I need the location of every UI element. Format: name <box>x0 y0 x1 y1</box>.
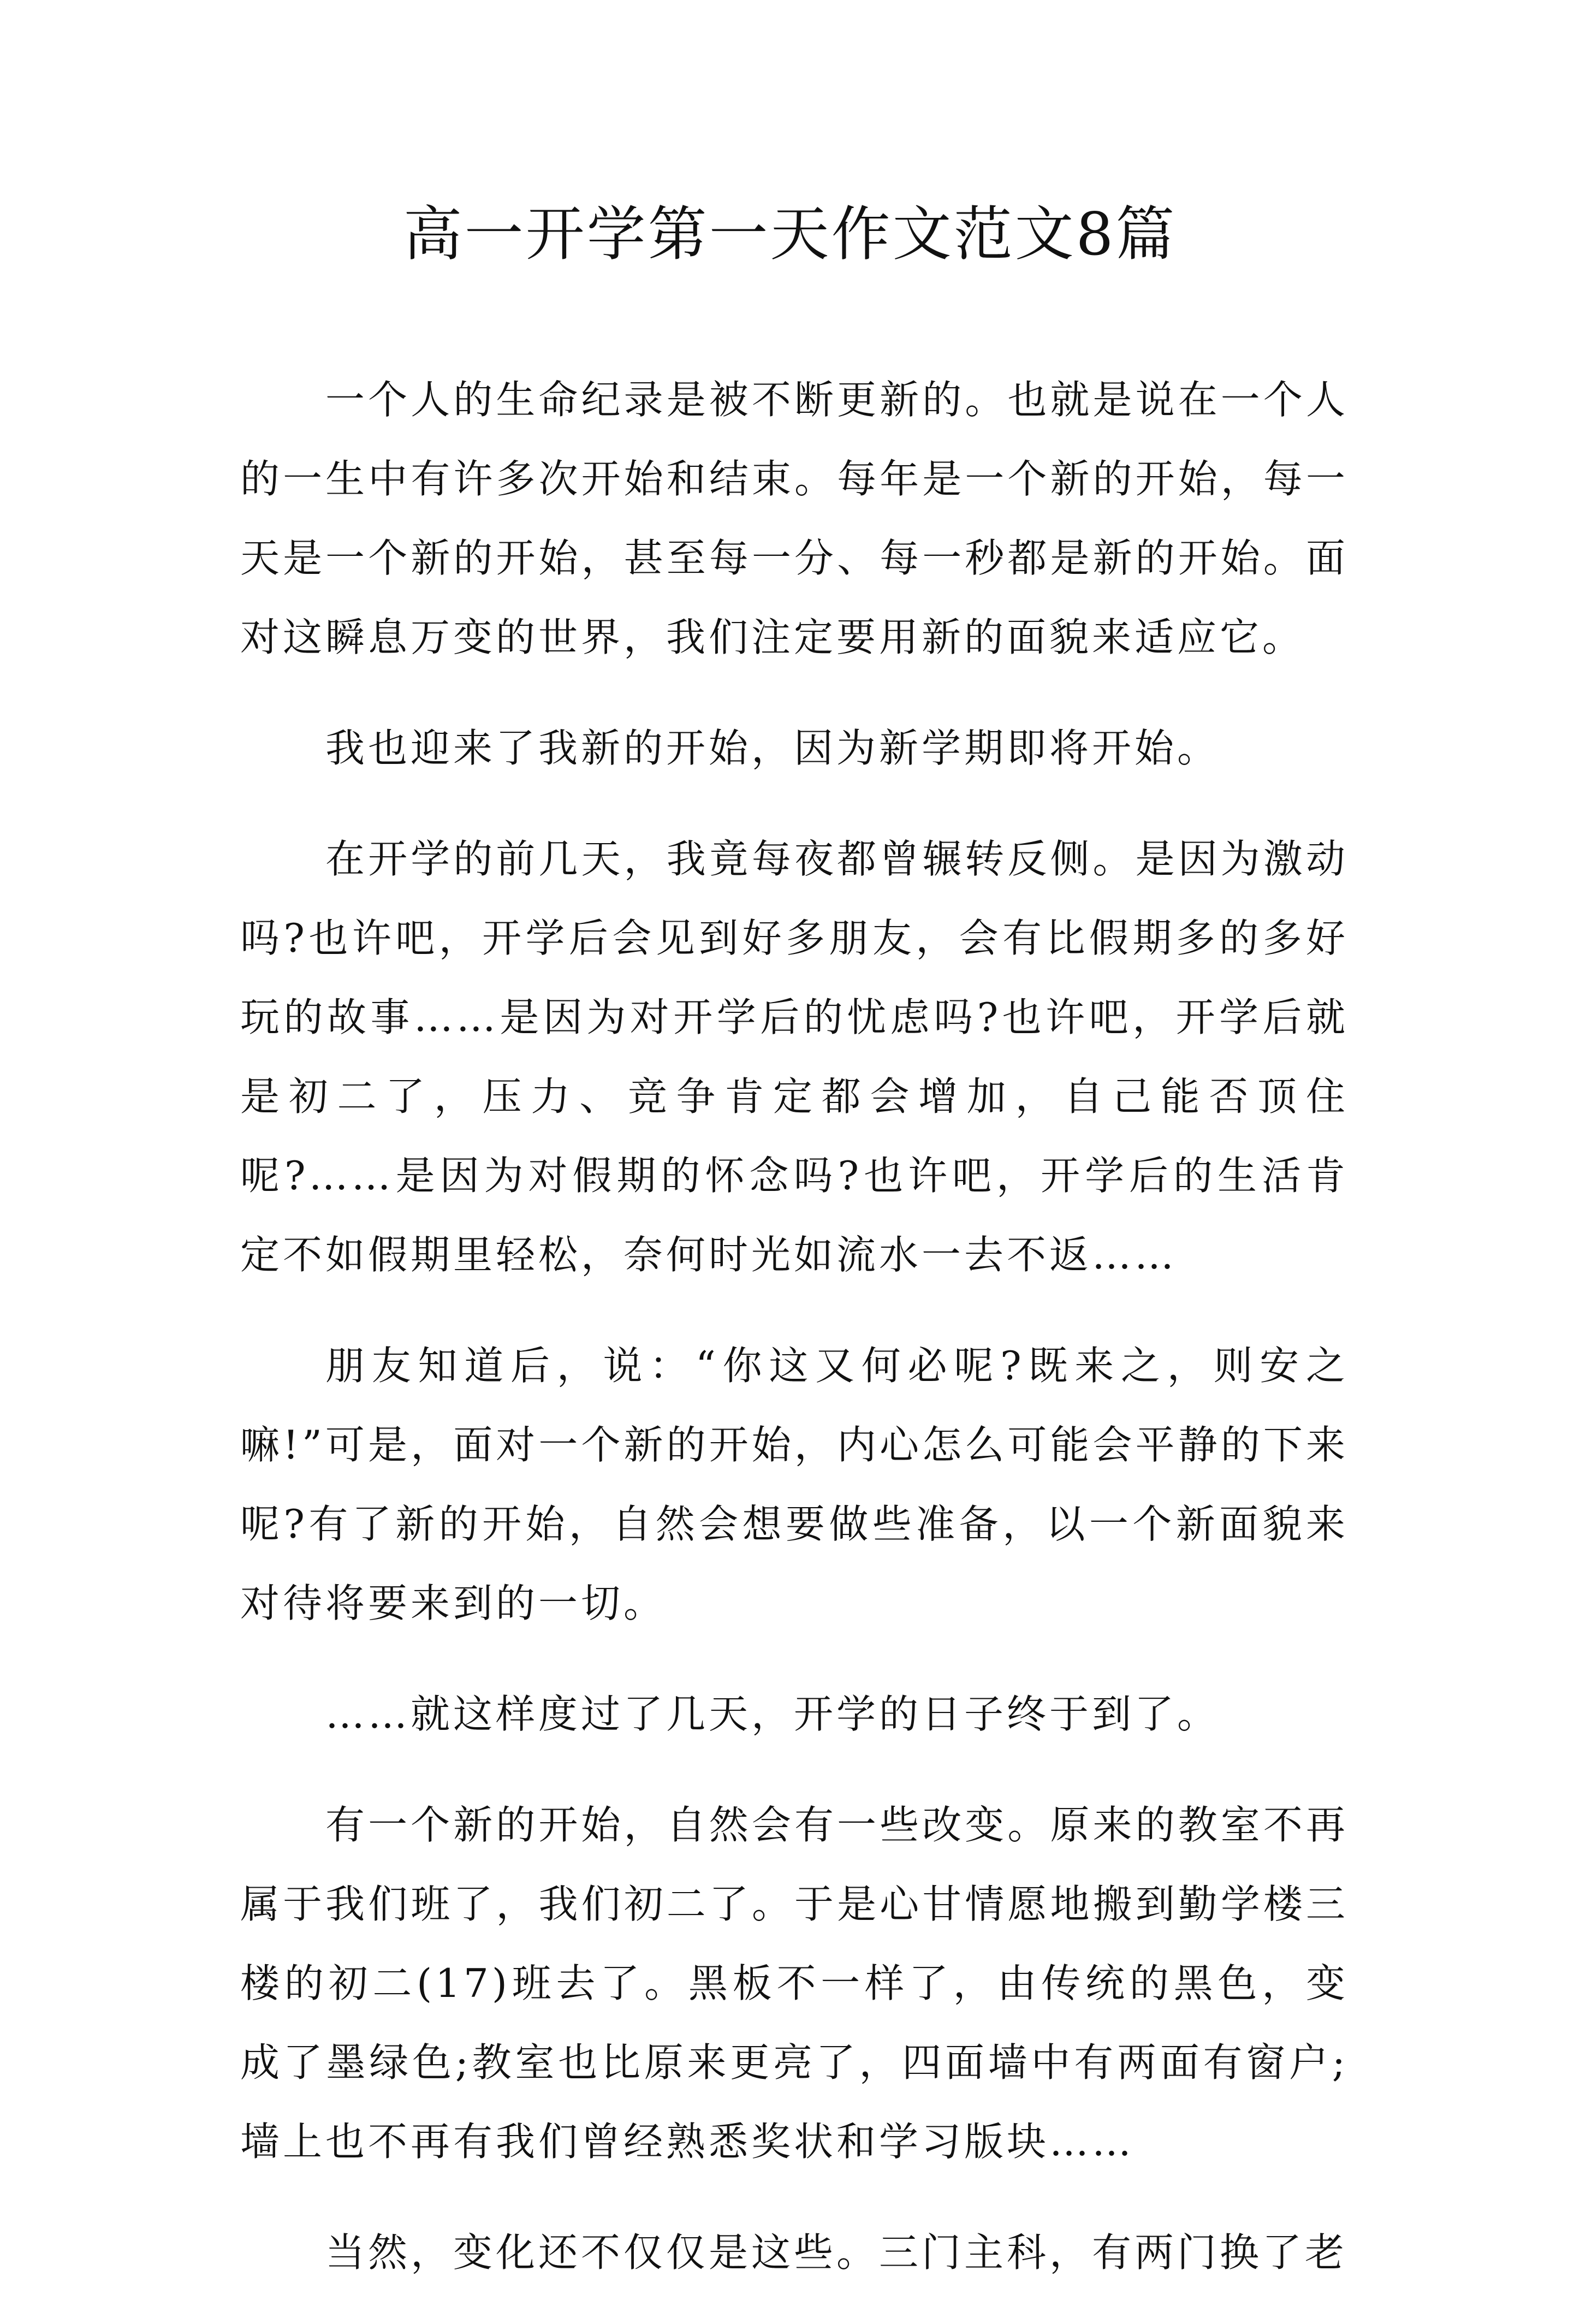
paragraph: ……就这样度过了几天，开学的日子终于到了。 <box>325 1691 1220 1737</box>
document-title: 高一开学第一天作文范文8篇 <box>403 200 1177 269</box>
paragraph: 我也迎来了我新的开始，因为新学期即将开始。 <box>325 725 1220 771</box>
document-body <box>240 360 1349 2324</box>
paragraph: 有一个新的开始，自然会有一些改变。原来的教室不再属于我们班了，我们初二了。于是心甘情愿地搬到勤学楼三楼的初二(17)班去了。黑板不一样了，由传统的黑色，变成了墨绿色;教室也比原来更亮了，四面墙中有两面有窗户;墙上也不再有我们曾经熟悉奖状和学习版块…… <box>240 1802 1349 2165</box>
paragraph: 在开学的前几天，我竟每夜都曾辗转反侧。是因为激动吗?也许吧，开学后会见到好多朋友，会有比假期多的多好玩的故事……是因为对开学后的忧虑吗?也许吧，开学后就是初二了，压力、竞争肯定都会增加，自己能否顶住呢?……是因为对假期的怀念吗?也许吧，开学后的生活肯定不如假期里轻松，奈何时光如流水一去不返…… <box>240 836 1349 1278</box>
paragraph: 朋友知道后，说：“你这又何必呢?既来之，则安之嘛!”可是，面对一个新的开始，内心怎么可能会平静的下来呢?有了新的开始，自然会想要做些准备，以一个新面貌来对待将要来到的一切。 <box>240 1343 1349 1626</box>
paragraph: 当然，变化还不仅仅是这些。三门主科，有两门换了老 <box>325 2230 1348 2275</box>
paragraph: 一个人的生命纪录是被不断更新的。也就是说在一个人的一生中有许多次开始和结束。每年是一个新的开始，每一天是一个新的开始，甚至每一分、每一秒都是新的开始。面对这瞬息万变的世界，我们注定要用新的面貌来适应它。 <box>240 377 1349 660</box>
